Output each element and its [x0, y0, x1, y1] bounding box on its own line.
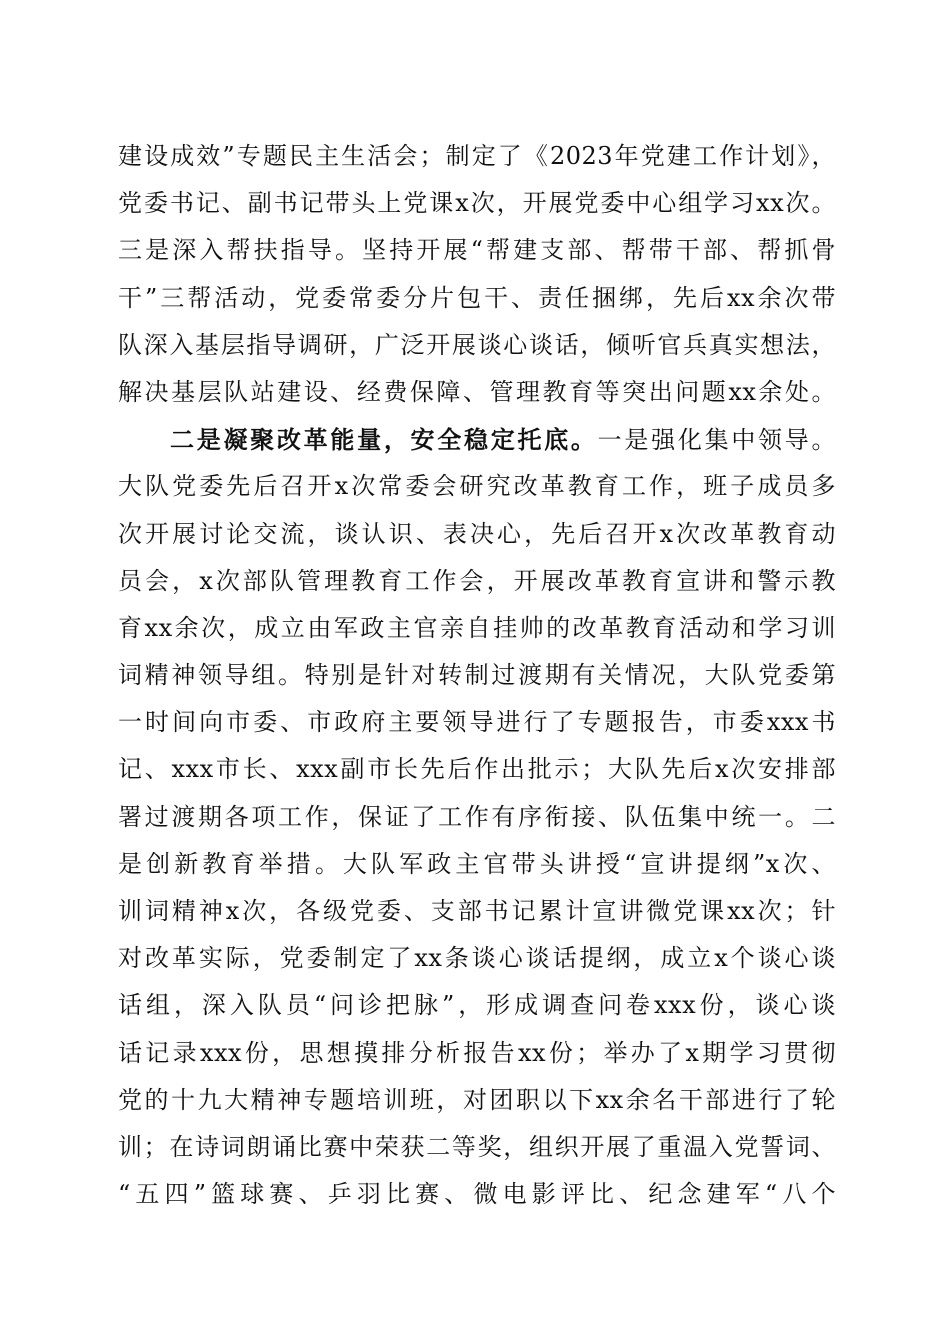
text-line: “五四”篮球赛、乒羽比赛、微电影评比、纪念建军“八个	[118, 1180, 836, 1209]
text-line: 话记录xxx份，思想摸排分析报告xx份；举办了x期学习贯彻	[118, 1038, 836, 1067]
text-line: 大队党委先后召开x次常委会研究改革教育工作，班子成员多	[118, 472, 836, 501]
text-line: 员会，x次部队管理教育工作会，开展改革教育宣讲和警示教	[118, 566, 836, 595]
text-line: 党委书记、副书记带头上党课x次，开展党委中心组学习xx次。	[118, 189, 836, 218]
paragraph-heading: 二是凝聚改革能量，安全稳定托底。	[170, 425, 598, 455]
text-line: 是创新教育举措。大队军政主官带头讲授“宣讲提纲”x次、	[118, 849, 836, 878]
text-line: 词精神领导组。特别是针对转制过渡期有关情况，大队党委第	[118, 661, 836, 690]
text-line: 解决基层队站建设、经费保障、管理教育等突出问题xx余处。	[118, 377, 836, 406]
text-line: 干”三帮活动，党委常委分片包干、责任捆绑，先后xx余次带	[118, 283, 836, 312]
text-line: 党的十九大精神专题培训班，对团职以下xx余名干部进行了轮	[118, 1085, 836, 1114]
text-line: 话组，深入队员“问诊把脉”，形成调查问卷xxx份，谈心谈	[118, 991, 836, 1020]
text-line: 署过渡期各项工作，保证了工作有序衔接、队伍集中统一。二	[118, 802, 836, 831]
text-line: 队深入基层指导调研，广泛开展谈心谈话，倾听官兵真实想法，	[118, 330, 836, 359]
text-line: 建设成效”专题民主生活会；制定了《2023年党建工作计划》，	[118, 142, 836, 170]
body-text	[118, 133, 836, 1218]
paragraph-first-line-rest: 一是强化集中领导。	[597, 426, 837, 455]
text-line: 次开展讨论交流，谈认识、表决心，先后召开x次改革教育动	[118, 519, 836, 548]
text-line: 训词精神x次，各级党委、支部书记累计宣讲微党课xx次；针	[118, 897, 836, 925]
text-line: 一时间向市委、市政府主要领导进行了专题报告，市委xxx书	[118, 708, 836, 737]
text-line: 对改革实际，党委制定了xx条谈心谈话提纲，成立x个谈心谈	[118, 944, 836, 973]
text-line: 训；在诗词朗诵比赛中荣获二等奖，组织开展了重温入党誓词、	[118, 1132, 836, 1161]
text-line: 记、xxx市长、xxx副市长先后作出批示；大队先后x次安排部	[118, 755, 836, 784]
text-line: 育xx余次，成立由军政主官亲自挂帅的改革教育活动和学习训	[118, 613, 836, 642]
paragraph-first-line	[118, 416, 836, 463]
text-line: 三是深入帮扶指导。坚持开展“帮建支部、帮带干部、帮抓骨	[118, 236, 836, 265]
